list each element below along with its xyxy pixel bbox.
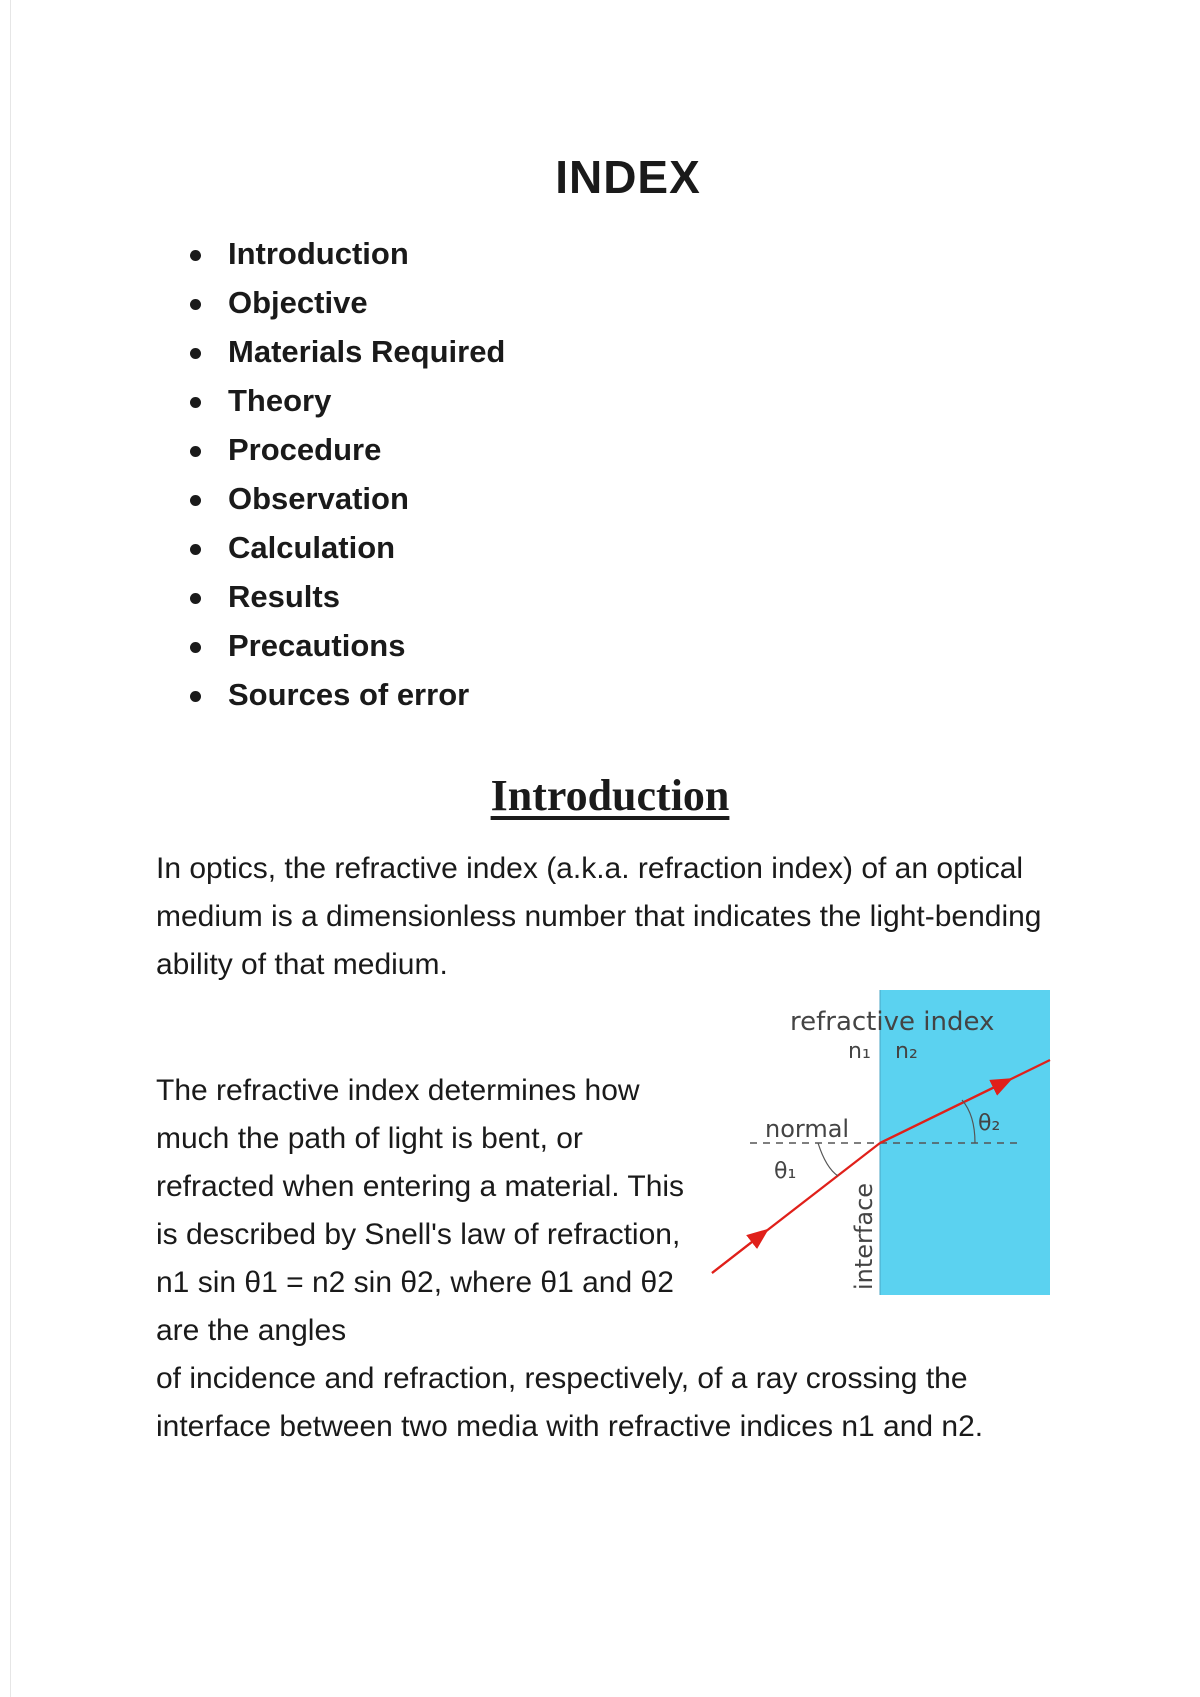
- normal-label: normal: [765, 1115, 850, 1143]
- list-item-label: Precautions: [228, 628, 406, 663]
- bullet-icon: [190, 348, 201, 359]
- list-item: [190, 431, 505, 480]
- list-item: [190, 284, 505, 333]
- list-item-label: Calculation: [228, 530, 396, 565]
- snell-paragraph-continued: of incidence and refraction, respectively, of a ray crossing the interface between two media with refractive indices n1 and n2.: [156, 1362, 984, 1443]
- snell-paragraph: The refractive index determines how much the path of light is bent, or refracted when entering a material. This is described by Snell's law of refraction, n1 sin θ1 = n2 sin θ2, where θ1 and θ2 are the angles: [156, 1074, 685, 1347]
- list-item-label: Objective: [228, 285, 368, 320]
- bullet-icon: [190, 299, 201, 310]
- list-item: [190, 578, 505, 627]
- list-item-label: Materials Required: [228, 334, 506, 369]
- list-item: [190, 480, 505, 529]
- list-item-label: Theory: [228, 383, 332, 418]
- page-title: INDEX: [555, 151, 701, 203]
- list-item: [190, 333, 505, 382]
- n2-label: n₂: [895, 1039, 918, 1064]
- bullet-icon: [190, 495, 201, 506]
- bullet-icon: [190, 642, 201, 653]
- introduction-heading: Introduction: [490, 771, 730, 820]
- list-item: [190, 627, 505, 676]
- theta1-label: θ₁: [774, 1159, 797, 1184]
- bullet-icon: [190, 250, 201, 261]
- refractive-index-label: refractive index: [790, 1007, 995, 1037]
- list-item: [190, 529, 505, 578]
- index-list: [190, 235, 505, 725]
- bullet-icon: [190, 593, 201, 604]
- list-item-label: Introduction: [228, 236, 409, 271]
- bullet-icon: [190, 691, 201, 702]
- bullet-icon: [190, 544, 201, 555]
- theta1-arc: [818, 1143, 838, 1176]
- list-item: [190, 676, 505, 725]
- list-item-label: Sources of error: [228, 677, 470, 712]
- list-item: [190, 382, 505, 431]
- page-edge: [10, 0, 11, 1697]
- interface-label: interface: [850, 1182, 878, 1290]
- list-item-label: Results: [228, 579, 340, 614]
- list-item: [190, 235, 505, 284]
- n1-label: n₁: [848, 1039, 871, 1064]
- bullet-icon: [190, 446, 201, 457]
- theta2-label: θ₂: [978, 1111, 1001, 1136]
- list-item-label: Observation: [228, 481, 409, 516]
- refraction-diagram: [700, 990, 1070, 1310]
- bullet-icon: [190, 397, 201, 408]
- incident-ray-arrow: [712, 1234, 762, 1273]
- list-item-label: Procedure: [228, 432, 382, 467]
- intro-paragraph: In optics, the refractive index (a.k.a. refraction index) of an optical medium is a dimensionless number that indicates the light-bending ability of that medium.: [156, 852, 1042, 981]
